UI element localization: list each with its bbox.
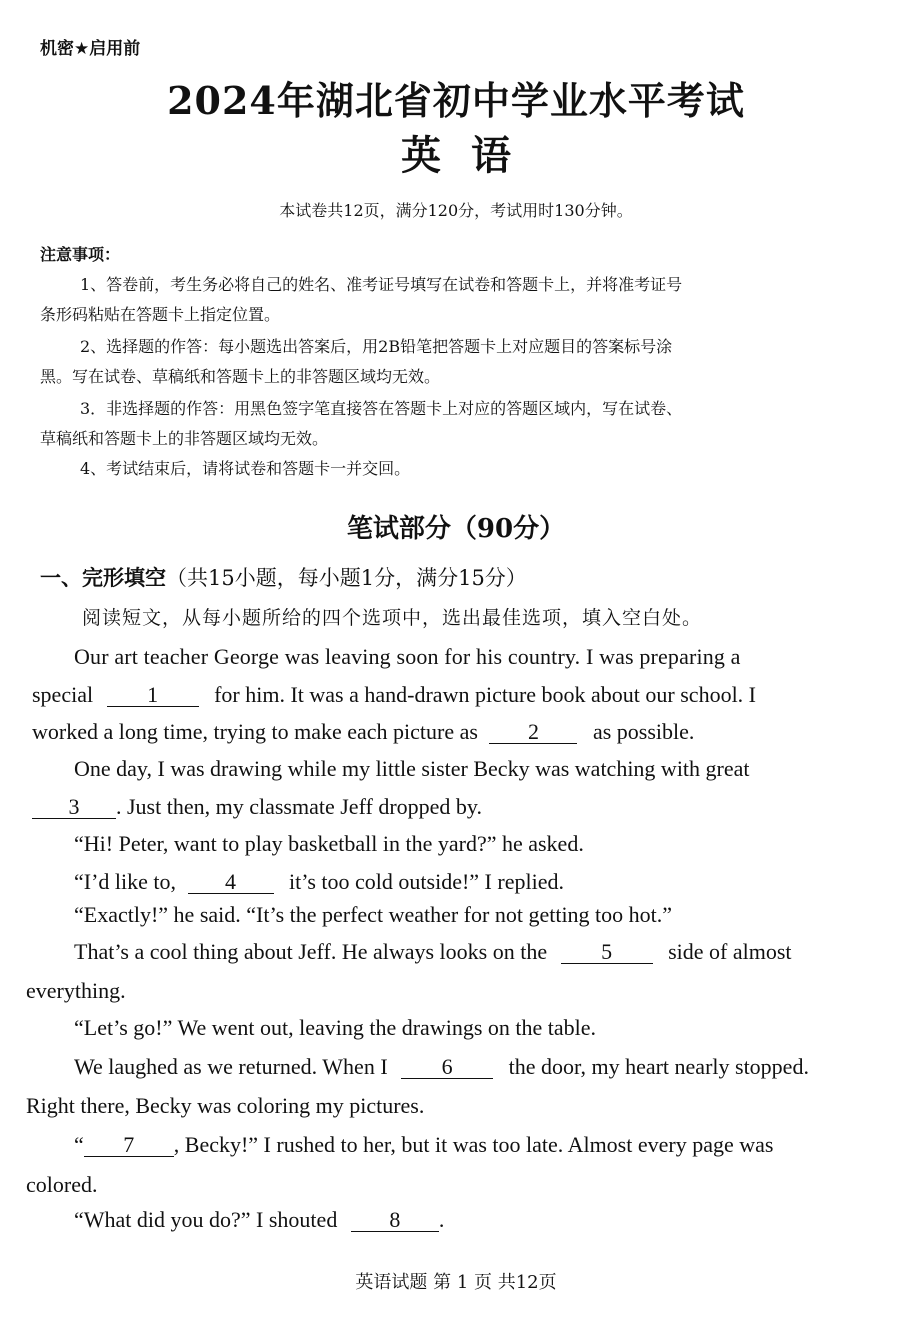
note-2-line-2: 黑。写在试卷、草稿纸和答题卡上的非答题区域均无效。	[40, 367, 441, 386]
passage-line	[74, 1054, 809, 1080]
subject-title: 英语	[401, 132, 541, 179]
passage-line	[74, 939, 792, 965]
passage-line: colored.	[26, 1172, 98, 1197]
note-1-line-1: 1、答卷前，考生务必将自己的姓名、准考证号填写在试卷和答题卡上，并将准考证号	[80, 275, 683, 294]
note-1-line-2: 条形码粘贴在答题卡上指定位置。	[40, 305, 281, 324]
passage-line	[74, 869, 564, 895]
passage-text: “	[74, 1132, 84, 1157]
passage-line: Our art teacher George was leaving soon for his country. I was preparing a	[74, 644, 741, 669]
passage-text: . Just then, my classmate Jeff dropped by.	[116, 794, 482, 819]
section-title: 笔试部分（90分）	[346, 514, 566, 544]
passage-text: the door, my heart nearly stopped.	[508, 1054, 809, 1079]
passage-text: it’s too cold outside!” I replied.	[289, 869, 564, 894]
instruction: 阅读短文，从每小题所给的四个选项中，选出最佳选项，填入空白处。	[82, 607, 703, 629]
passage-text: We laughed as we returned. When I	[74, 1054, 388, 1079]
passage-line	[74, 1207, 444, 1233]
blank-3: 3	[32, 796, 116, 819]
passage-line: “Hi! Peter, want to play basketball in the yard?” he asked.	[74, 831, 584, 856]
blank-2: 2	[489, 721, 577, 744]
notes-heading: 注意事项：	[40, 245, 121, 264]
page-footer: 英语试题 第 1 页 共12页	[355, 1272, 557, 1293]
passage-text: as possible.	[592, 719, 695, 744]
passage-text: worked a long time, trying to make each picture as	[32, 719, 478, 744]
confidential-label: 机密★启用前	[40, 39, 141, 59]
passage-line: “Let’s go!” We went out, leaving the drawings on the table.	[74, 1015, 597, 1040]
blank-1: 1	[107, 684, 199, 707]
passage-text: for him. It was a hand-drawn picture book about our school. I	[214, 682, 757, 707]
exam-info: 本试卷共12页，满分120分，考试用时130分钟。	[279, 201, 633, 220]
part-name: 一、完形填空	[40, 566, 166, 590]
part-description: （共15小题，每小题1分，满分15分）	[166, 566, 527, 590]
passage-line: everything.	[26, 978, 126, 1003]
passage-line	[32, 794, 482, 820]
passage-text: side of almost	[668, 939, 792, 964]
note-3-line-2: 草稿纸和答题卡上的非答题区域均无效。	[40, 429, 329, 448]
blank-5: 5	[561, 941, 653, 964]
passage-line	[32, 682, 756, 708]
part-title	[40, 562, 527, 592]
passage-line	[32, 719, 694, 745]
note-4: 4、考试结束后，请将试卷和答题卡一并交回。	[80, 459, 411, 478]
note-3-line-1: 3．非选择题的作答：用黑色签字笔直接答在答题卡上对应的答题区域内，写在试卷、	[80, 399, 683, 418]
passage-text: “I’d like to,	[74, 869, 177, 894]
passage-line: One day, I was drawing while my little sister Becky was watching with great	[74, 756, 750, 781]
blank-4: 4	[188, 871, 274, 894]
note-2-line-1: 2、选择题的作答：每小题选出答案后，用2B铅笔把答题卡上对应题目的答案标号涂	[80, 337, 673, 356]
passage-text: .	[438, 1207, 445, 1232]
passage-text: , Becky!” I rushed to her, but it was too late. Almost every page was	[173, 1132, 774, 1157]
passage-line	[74, 1132, 773, 1158]
exam-title: 2024年湖北省初中学业水平考试	[167, 78, 745, 123]
passage-text: “What did you do?” I shouted	[74, 1207, 338, 1232]
blank-7: 7	[84, 1134, 174, 1157]
passage-line: Right there, Becky was coloring my pictures.	[26, 1093, 425, 1118]
blank-8: 8	[351, 1209, 439, 1232]
blank-6: 6	[401, 1056, 493, 1079]
passage-line: “Exactly!” he said. “It’s the perfect weather for not getting too hot.”	[74, 902, 673, 927]
passage-text: special	[32, 682, 94, 707]
passage-text: That’s a cool thing about Jeff. He always looks on the	[74, 939, 548, 964]
